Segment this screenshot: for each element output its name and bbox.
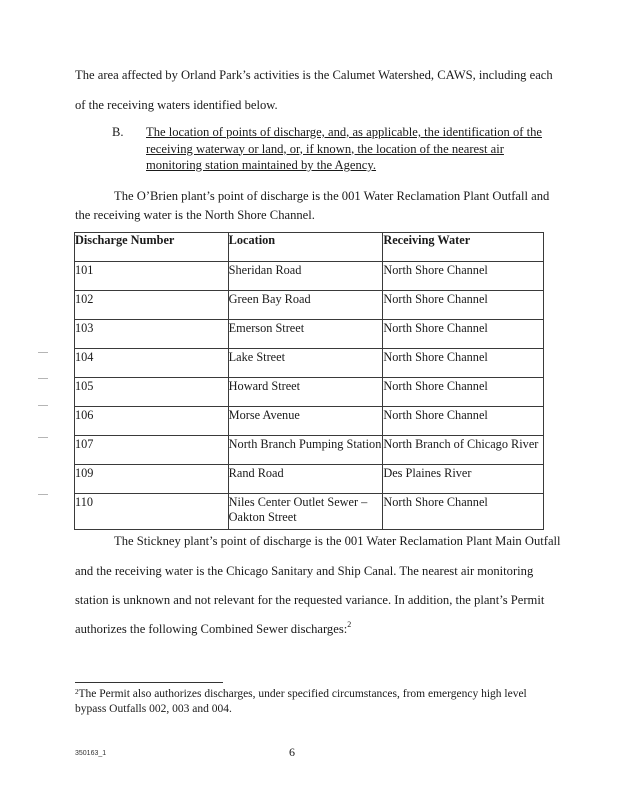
page-number: 6 — [289, 745, 295, 759]
table-cell: North Shore Channel — [383, 494, 544, 530]
footnote-marker: 2 — [75, 688, 79, 696]
scan-artifact-mark — [38, 378, 48, 379]
table-cell: Green Bay Road — [228, 291, 383, 320]
table-row — [75, 262, 544, 291]
paragraph-line: The area affected by Orland Park’s activities is the Calumet Watershed, CAWS, including each — [75, 68, 553, 82]
table-header-row — [75, 233, 544, 262]
footnote-divider — [75, 682, 223, 683]
table-cell: North Shore Channel — [383, 320, 544, 349]
footnote — [75, 687, 535, 716]
table-row — [75, 436, 544, 465]
table-cell: North Shore Channel — [383, 378, 544, 407]
list-item-heading-line: receiving waterway or land, or, if known, the location of the nearest air — [146, 141, 504, 156]
table-cell: North Shore Channel — [383, 262, 544, 291]
table-cell: Rand Road — [228, 465, 383, 494]
table-cell: Morse Avenue — [228, 407, 383, 436]
table-cell: Des Plaines River — [383, 465, 544, 494]
paragraph-line: The Stickney plant’s point of discharge is the 001 Water Reclamation Plant Main Outfall — [114, 534, 561, 548]
list-item-heading-line: The location of points of discharge, and, as applicable, the identification of the — [146, 125, 542, 139]
column-header: Location — [228, 233, 383, 262]
paragraph-line: of the receiving waters identified below. — [75, 98, 278, 112]
table-row — [75, 291, 544, 320]
table-cell: Niles Center Outlet Sewer – Oakton Street — [228, 494, 383, 530]
table-cell: North Shore Channel — [383, 407, 544, 436]
table-cell: 107 — [75, 436, 229, 465]
table-row — [75, 320, 544, 349]
document-id: 350163_1 — [75, 750, 107, 757]
table-cell: Sheridan Road — [228, 262, 383, 291]
table-cell: 110 — [75, 494, 229, 530]
table-cell: 106 — [75, 407, 229, 436]
paragraph-line: The O’Brien plant’s point of discharge is the 001 Water Reclamation Plant Outfall and — [114, 189, 550, 203]
footnote-reference: 2 — [347, 620, 352, 629]
scan-artifact-mark — [38, 352, 48, 353]
table-cell: North Shore Channel — [383, 291, 544, 320]
paragraph-line: station is unknown and not relevant for the requested variance. In addition, the plant’s Permit — [75, 593, 545, 607]
paragraph-line: and the receiving water is the Chicago Sanitary and Ship Canal. The nearest air monitoring — [75, 564, 534, 578]
table-cell: North Branch of Chicago River — [383, 436, 544, 465]
table-cell: 105 — [75, 378, 229, 407]
table-cell: North Shore Channel — [383, 349, 544, 378]
table-cell: North Branch Pumping Station — [228, 436, 383, 465]
discharge-table — [74, 232, 544, 530]
paragraph-text: authorizes the following Combined Sewer discharges: — [75, 622, 348, 636]
list-item-heading-line: monitoring station maintained by the Agency. — [146, 158, 377, 172]
table-cell: 101 — [75, 262, 229, 291]
table-row — [75, 349, 544, 378]
scan-artifact-mark — [38, 405, 48, 406]
table-row — [75, 407, 544, 436]
footnote-text: The Permit also authorizes discharges, under specified circumstances, from emergency high level bypass Outfalls 002, 003 and 004. — [75, 688, 527, 715]
scan-artifact-mark — [38, 494, 48, 495]
list-item-heading — [146, 124, 546, 174]
paragraph-line: the receiving water is the North Shore Channel. — [75, 208, 315, 222]
table-cell: 103 — [75, 320, 229, 349]
table-row — [75, 494, 544, 530]
table-cell: 109 — [75, 465, 229, 494]
table-cell: 104 — [75, 349, 229, 378]
paragraph-line — [75, 621, 351, 637]
scan-artifact-mark — [38, 437, 48, 438]
table-cell: Emerson Street — [228, 320, 383, 349]
column-header: Discharge Number — [75, 233, 229, 262]
column-header: Receiving Water — [383, 233, 544, 262]
list-item-marker: B. — [112, 125, 124, 139]
table-row — [75, 465, 544, 494]
table-cell: Lake Street — [228, 349, 383, 378]
table-cell: 102 — [75, 291, 229, 320]
table-cell: Howard Street — [228, 378, 383, 407]
table-row — [75, 378, 544, 407]
